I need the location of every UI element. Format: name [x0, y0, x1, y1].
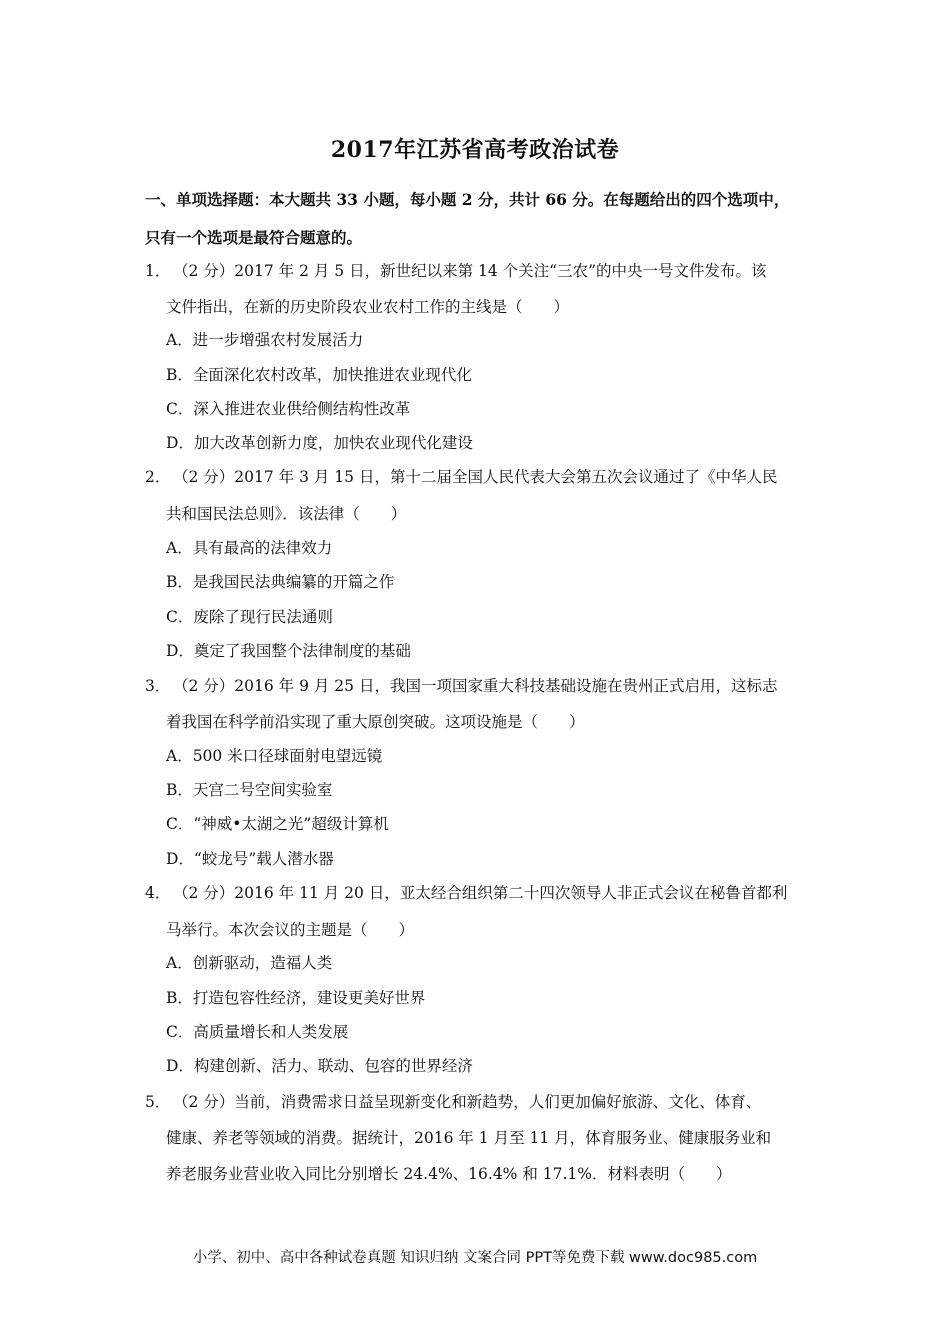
- question-4-option-c: C．高质量增长和人类发展: [166, 1023, 349, 1041]
- page-footer: 小学、初中、高中各种试卷真题 知识归纳 文案合同 PPT等免费下载 www.doc985.com: [192, 1250, 758, 1266]
- question-2-option-b: B．是我国民法典编纂的开篇之作: [166, 573, 395, 591]
- question-4-stem-line-2: 马举行。本次会议的主题是（ ）: [166, 921, 415, 939]
- question-2-stem-line-2: 共和国民法总则》．该法律（ ）: [166, 505, 407, 523]
- question-1-option-d: D．加大改革创新力度，加快农业现代化建设: [166, 434, 473, 452]
- question-2-number: 2．: [145, 468, 171, 486]
- question-3-number: 3．: [145, 677, 171, 695]
- question-4-stem-line-1: （2 分）2016 年 11 月 20 日，亚太经合组织第二十四次领导人非正式会议在秘鲁首都利: [173, 884, 788, 902]
- question-2-stem-line-1: （2 分）2017 年 3 月 15 日，第十二届全国人民代表大会第五次会议通过了《中华人民: [173, 468, 778, 486]
- question-4-option-a: A．创新驱动，造福人类: [166, 954, 333, 972]
- section-heading-line-2: 只有一个选项是最符合题意的。: [145, 228, 363, 247]
- question-1-option-b: B．全面深化农村改革，加快推进农业现代化: [166, 366, 472, 384]
- question-4-number: 4．: [145, 884, 171, 902]
- question-3-stem-line-2: 着我国在科学前沿实现了重大原创突破。这项设施是（ ）: [166, 713, 585, 731]
- section-heading-line-1: 一、单项选择题：本大题共 33 小题，每小题 2 分，共计 66 分。在每题给出的四个选项中，: [145, 190, 790, 209]
- question-3-option-b: B．天宫二号空间实验室: [166, 781, 333, 799]
- question-2-option-c: C．废除了现行民法通则: [166, 608, 333, 626]
- page-title: 2017年江苏省高考政治试卷: [330, 137, 620, 163]
- question-4-option-d: D．构建创新、活力、联动、包容的世界经济: [166, 1057, 473, 1075]
- question-5-stem-line-3: 养老服务业营业收入同比分别增长 24.4%、16.4% 和 17.1%．材料表明（ ）: [166, 1165, 732, 1183]
- question-3-option-c: C．“神威•太湖之光”超级计算机: [166, 815, 389, 833]
- question-1-option-a: A．进一步增强农村发展活力: [166, 331, 364, 349]
- question-1-stem-line-2: 文件指出，在新的历史阶段农业农村工作的主线是（ ）: [166, 298, 570, 316]
- question-5-number: 5．: [145, 1093, 171, 1111]
- question-3-option-d: D．“蛟龙号”载人潜水器: [166, 850, 334, 868]
- question-2-option-a: A．具有最高的法律效力: [166, 539, 333, 557]
- question-3-option-a: A．500 米口径球面射电望远镜: [166, 747, 383, 765]
- question-5-stem-line-2: 健康、养老等领域的消费。据统计，2016 年 1 月至 11 月，体育服务业、健康服务业和: [166, 1129, 772, 1147]
- question-1-stem-line-1: （2 分）2017 年 2 月 5 日，新世纪以来第 14 个关注“三农”的中央一号文件发布。该: [173, 262, 767, 280]
- question-2-option-d: D．奠定了我国整个法律制度的基础: [166, 642, 411, 660]
- question-3-stem-line-1: （2 分）2016 年 9 月 25 日，我国一项国家重大科技基础设施在贵州正式启用，这标志: [173, 677, 778, 695]
- question-1-number: 1．: [145, 262, 171, 280]
- question-4-option-b: B．打造包容性经济，建设更美好世界: [166, 989, 426, 1007]
- question-5-stem-line-1: （2 分）当前，消费需求日益呈现新变化和新趋势，人们更加偏好旅游、文化、体育、: [173, 1093, 762, 1111]
- question-1-option-c: C．深入推进农业供给侧结构性改革: [166, 400, 411, 418]
